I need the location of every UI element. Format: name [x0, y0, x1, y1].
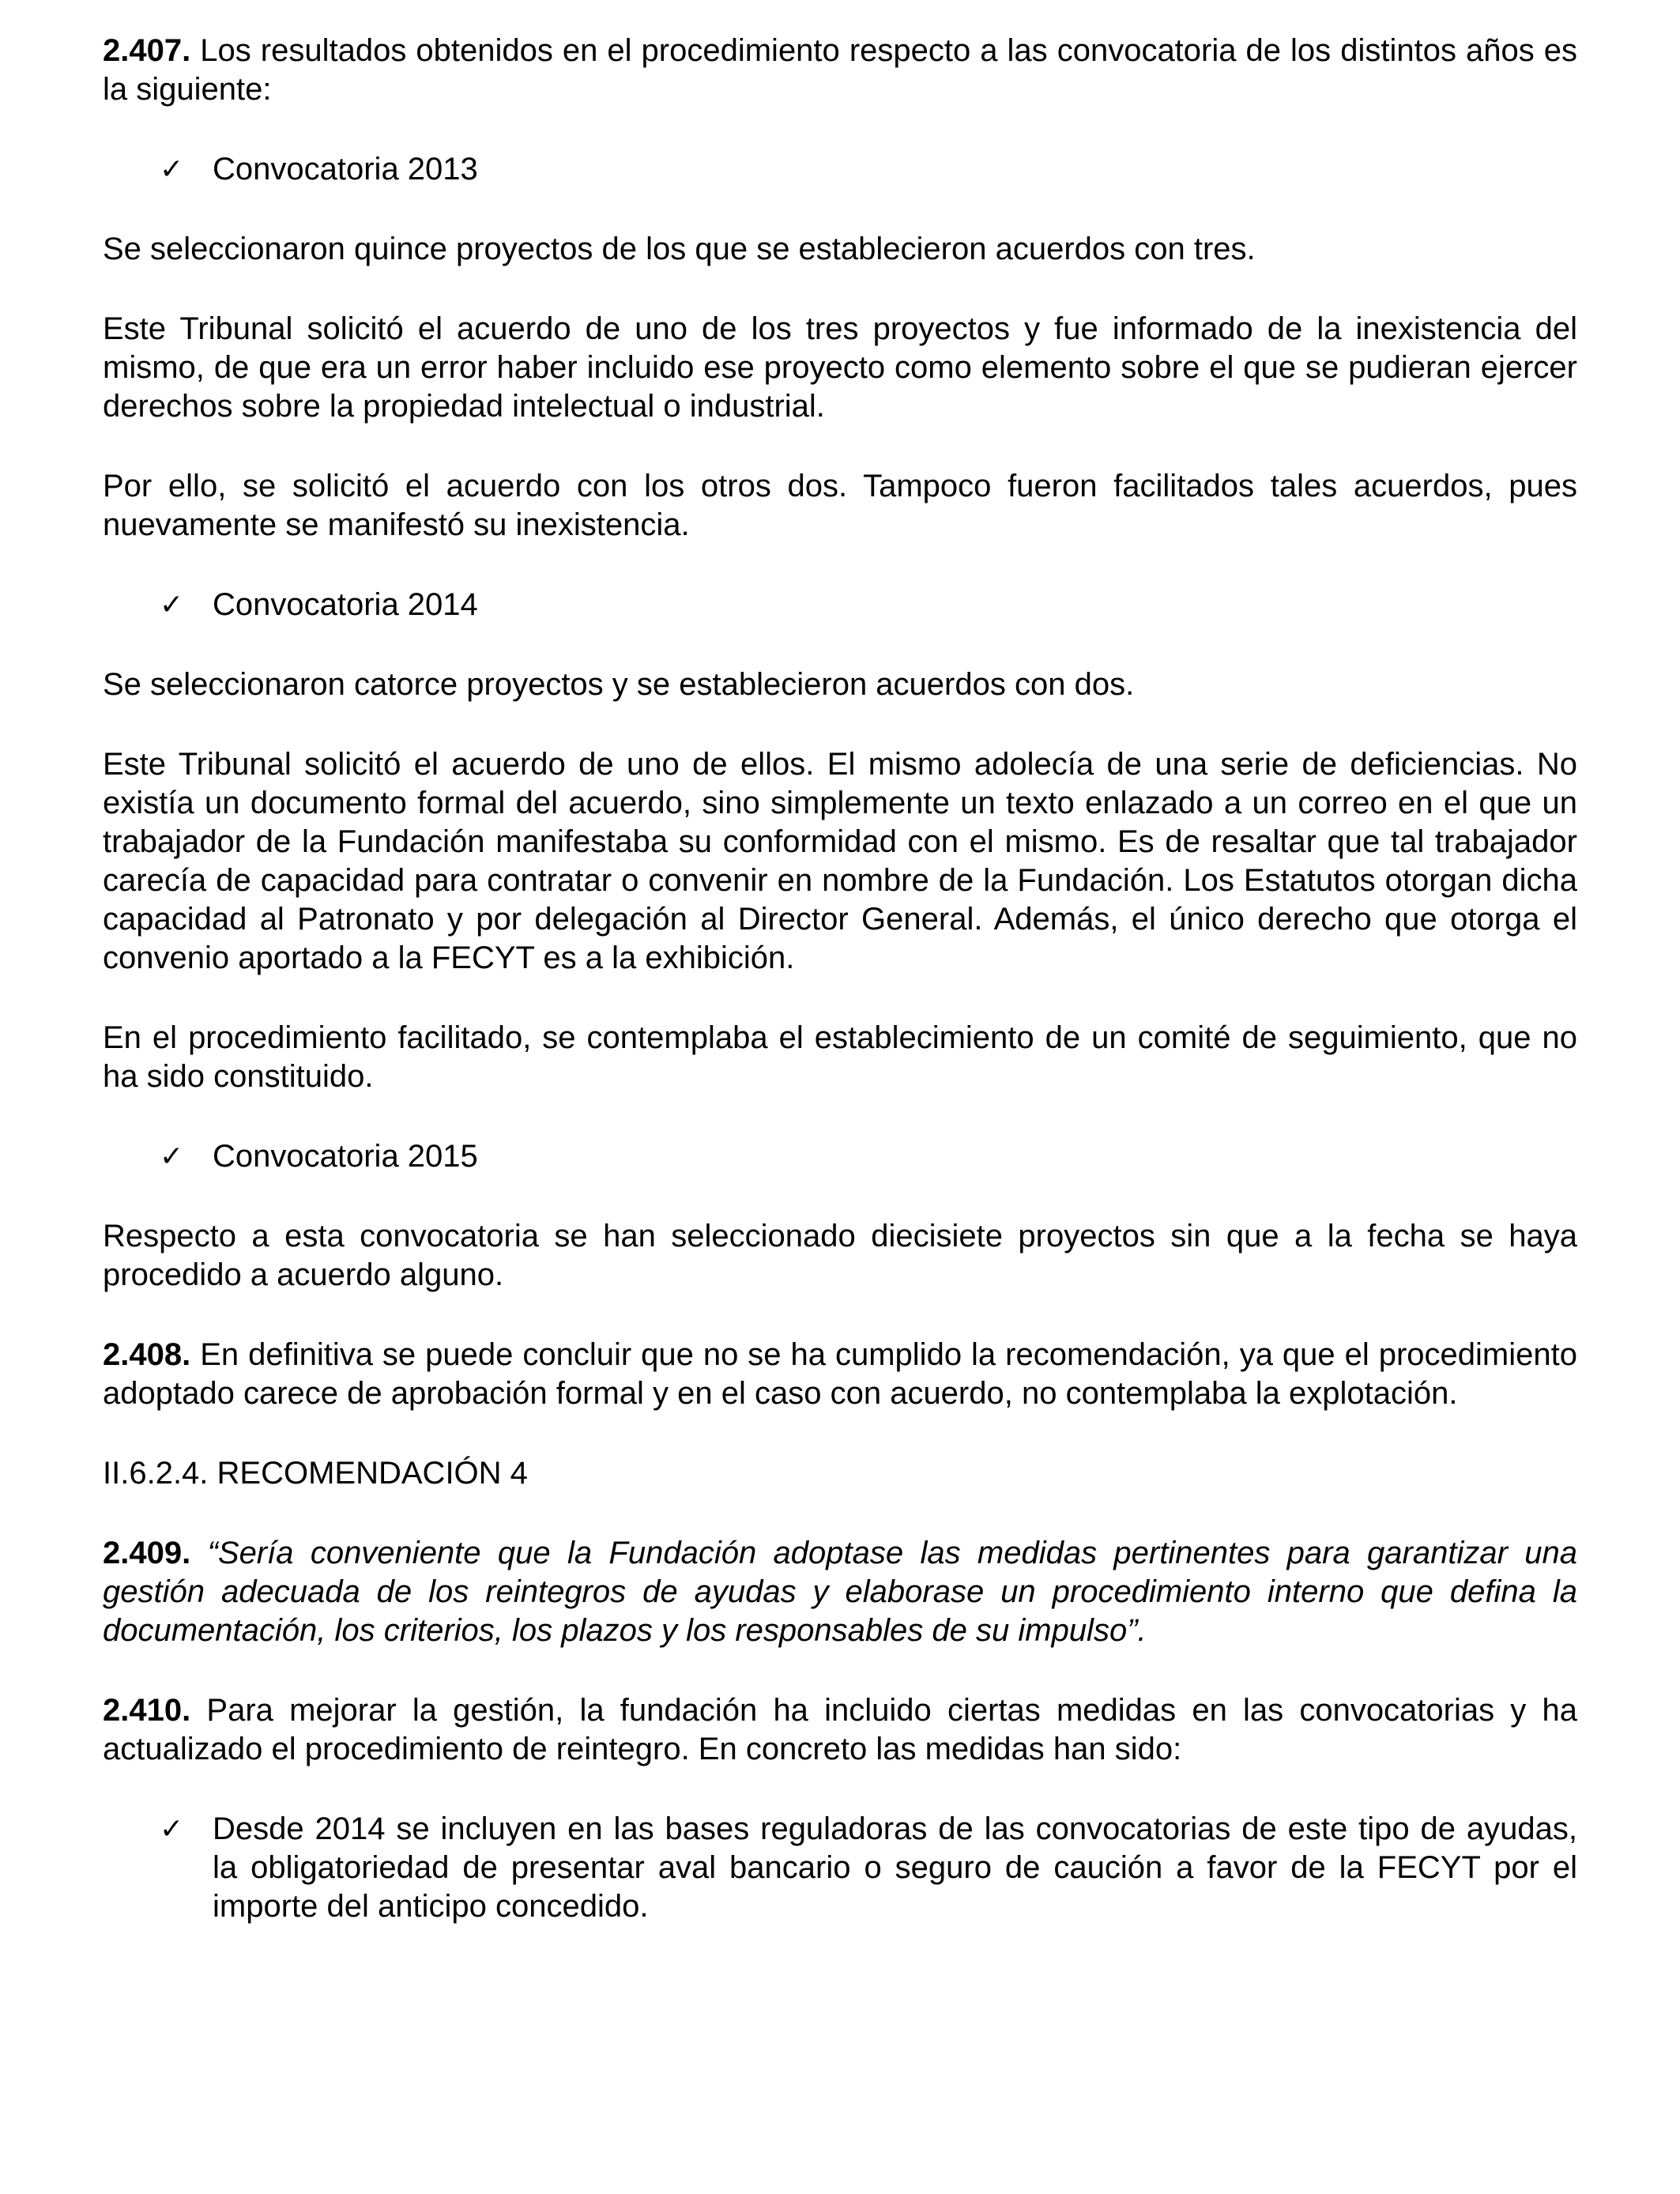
paragraph-2013-request: Este Tribunal solicitó el acuerdo de uno de los tres proyectos y fue informado de la inexistencia del mismo, de que era un error haber incluido ese proyecto como elemento sobre el que se pudieran ejercer derechos sobre la propiedad intelectual o industrial.	[103, 311, 1577, 424]
checkmark-icon: ✓	[160, 1813, 184, 1845]
checkmark-icon: ✓	[160, 1140, 184, 1173]
list-item-label: Convocatoria 2014	[213, 587, 478, 622]
paragraph-2014-selection: Se seleccionaron catorce proyectos y se establecieron acuerdos con dos.	[103, 667, 1135, 702]
paragraph-2-408	[103, 1336, 1577, 1413]
paragraph-2014-committee: En el procedimiento facilitado, se contemplaba el establecimiento de un comité de seguimiento, que no ha sido constituido.	[103, 1020, 1577, 1094]
checkmark-icon: ✓	[160, 589, 184, 621]
paragraph-number: 2.410.	[103, 1693, 191, 1728]
list-item-convocatoria-2014	[103, 586, 1577, 624]
list-item-convocatoria-2013	[103, 150, 1577, 189]
paragraph-number: 2.409.	[103, 1536, 191, 1570]
checkmark-icon: ✓	[160, 153, 184, 186]
paragraph-text: Los resultados obtenidos en el procedimiento respecto a las convocatoria de los distintos años es la siguiente:	[103, 33, 1577, 107]
paragraph-2-410	[103, 1691, 1577, 1769]
list-item-convocatoria-2015	[103, 1137, 1577, 1176]
section-heading: II.6.2.4. RECOMENDACIÓN 4	[103, 1456, 528, 1491]
paragraph-2014-deficiencies: Este Tribunal solicitó el acuerdo de uno de ellos. El mismo adolecía de una serie de deficiencias. No existía un documento formal del acuerdo, sino simplemente un texto enlazado a un correo en el que un trabajador de la Fundación manifestaba su conformidad con el mismo. Es de resaltar que tal trabajador carecía de capacidad para contratar o convenir en nombre de la Fundación. Los Estatutos otorgan dicha capacidad al Patronato y por delegación al Director General. Además, el único derecho que otorga el convenio aportado a la FECYT es a la exhibición.	[103, 747, 1577, 975]
paragraph-2-409	[103, 1534, 1577, 1650]
recommendation-quote: “Sería conveniente que la Fundación adoptase las medidas pertinentes para garantizar una gestión adecuada de los reintegros de ayudas y elaborase un procedimiento interno que defina la documentación, los criterios, los plazos y los responsables de su impulso”.	[103, 1536, 1577, 1648]
paragraph-number: 2.407.	[103, 33, 191, 68]
document-page	[103, 32, 1577, 1926]
paragraph-2015-selection: Respecto a esta convocatoria se han seleccionado diecisiete proyectos sin que a la fecha se haya procedido a acuerdo alguno.	[103, 1219, 1577, 1292]
paragraph-2013-selection: Se seleccionaron quince proyectos de los que se establecieron acuerdos con tres.	[103, 232, 1256, 266]
paragraph-text: En definitiva se puede concluir que no se ha cumplido la recomendación, ya que el procedimiento adoptado carece de aprobación formal y en el caso con acuerdo, no contemplaba la explotación.	[103, 1337, 1577, 1411]
paragraph-2013-followup: Por ello, se solicitó el acuerdo con los otros dos. Tampoco fueron facilitados tales acuerdos, pues nuevamente se manifestó su inexistencia.	[103, 469, 1577, 542]
list-item-measure-aval	[103, 1810, 1577, 1926]
paragraph-text: Para mejorar la gestión, la fundación ha incluido ciertas medidas en las convocatorias y ha actualizado el procedimiento de reintegro. En concreto las medidas han sido:	[103, 1693, 1577, 1766]
paragraph-2-407	[103, 32, 1577, 109]
list-item-label: Convocatoria 2015	[213, 1139, 478, 1174]
list-item-label: Convocatoria 2013	[213, 152, 478, 187]
paragraph-number: 2.408.	[103, 1337, 191, 1372]
list-item-text: Desde 2014 se incluyen en las bases reguladoras de las convocatorias de este tipo de ayudas, la obligatoriedad de presentar aval bancario o seguro de caución a favor de la FECYT por el importe del anticipo concedido.	[213, 1811, 1577, 1924]
